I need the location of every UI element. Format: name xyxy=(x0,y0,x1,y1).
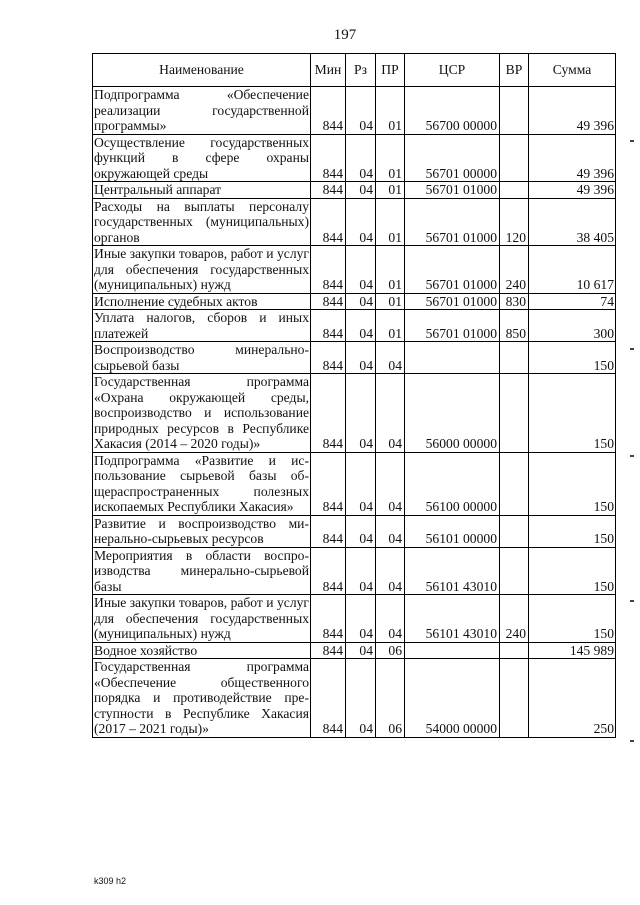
row-pr: 01 xyxy=(376,134,405,182)
page-number: 197 xyxy=(333,27,357,43)
table-row xyxy=(93,547,616,595)
row-name: Исполнение судебных актов xyxy=(93,293,311,310)
row-sum: 300 xyxy=(529,310,616,342)
row-min: 844 xyxy=(311,595,346,643)
row-pr: 04 xyxy=(376,342,405,374)
row-vr xyxy=(500,547,529,595)
row-min: 844 xyxy=(311,547,346,595)
table-row xyxy=(93,595,616,643)
row-pr: 01 xyxy=(376,182,405,199)
table-row xyxy=(93,246,616,294)
row-rz: 04 xyxy=(346,87,376,135)
header-name: Наименование xyxy=(93,54,311,87)
table-row xyxy=(93,642,616,659)
row-vr xyxy=(500,374,529,453)
table-row xyxy=(93,659,616,738)
table-row xyxy=(93,182,616,199)
row-vr xyxy=(500,642,529,659)
row-rz: 04 xyxy=(346,293,376,310)
row-csr: 56100 00000 xyxy=(405,452,500,515)
row-csr xyxy=(405,642,500,659)
row-csr: 56701 01000 xyxy=(405,198,500,246)
row-pr: 04 xyxy=(376,515,405,547)
row-min: 844 xyxy=(311,452,346,515)
row-min: 844 xyxy=(311,293,346,310)
row-rz: 04 xyxy=(346,310,376,342)
row-csr: 56701 01000 xyxy=(405,182,500,199)
header-sum: Сумма xyxy=(529,54,616,87)
row-pr: 04 xyxy=(376,595,405,643)
row-rz: 04 xyxy=(346,246,376,294)
row-name: Центральный аппарат xyxy=(93,182,311,199)
row-pr: 01 xyxy=(376,310,405,342)
row-sum: 49 396 xyxy=(529,87,616,135)
row-vr: 240 xyxy=(500,595,529,643)
header-rz: Рз xyxy=(346,54,376,87)
table-row xyxy=(93,198,616,246)
row-name: Мероприятия в области воспроизводства минерально-сырьевой базы xyxy=(94,547,309,594)
row-rz: 04 xyxy=(346,642,376,659)
table-row xyxy=(93,293,616,310)
row-sum: 49 396 xyxy=(529,134,616,182)
table-row xyxy=(93,134,616,182)
row-sum: 150 xyxy=(529,374,616,453)
row-name: Водное хозяйство xyxy=(93,642,311,659)
row-rz: 04 xyxy=(346,595,376,643)
row-name: Воспроизводство минерально-сырьевой базы xyxy=(94,342,309,373)
row-csr: 56701 01000 xyxy=(405,293,500,310)
row-pr: 04 xyxy=(376,547,405,595)
row-sum: 150 xyxy=(529,547,616,595)
row-vr xyxy=(500,659,529,738)
row-name: Расходы на выплаты персоналу государственных (муниципальных) органов xyxy=(94,198,309,245)
scan-edge-mark xyxy=(630,140,634,142)
row-min: 844 xyxy=(311,134,346,182)
row-sum: 150 xyxy=(529,342,616,374)
row-rz: 04 xyxy=(346,452,376,515)
table-header-row xyxy=(93,54,616,87)
row-sum: 74 xyxy=(529,293,616,310)
row-pr: 06 xyxy=(376,659,405,738)
table-row xyxy=(93,374,616,453)
header-pr: ПР xyxy=(376,54,405,87)
row-vr: 240 xyxy=(500,246,529,294)
row-pr: 01 xyxy=(376,87,405,135)
row-csr xyxy=(405,342,500,374)
row-name: Развитие и воспроизводство минерально-сырьевых ресурсов xyxy=(94,515,309,546)
row-name: Подпрограмма «Развитие и использование сырьевой базы общераспространенных полезных ископаемых Республики Хакасия» xyxy=(94,452,309,514)
row-rz: 04 xyxy=(346,515,376,547)
row-min: 844 xyxy=(311,310,346,342)
row-sum: 150 xyxy=(529,452,616,515)
row-vr: 850 xyxy=(500,310,529,342)
row-pr: 04 xyxy=(376,452,405,515)
row-name: Государственная программа «Охрана окружающей среды, воспроизводство и использование природных ресурсов в Республике Хакасия (2014 – 2020 годы)» xyxy=(94,374,309,451)
row-sum: 10 617 xyxy=(529,246,616,294)
row-rz: 04 xyxy=(346,182,376,199)
row-rz: 04 xyxy=(346,342,376,374)
row-pr: 04 xyxy=(376,374,405,453)
row-sum: 49 396 xyxy=(529,182,616,199)
row-name: Осуществление государственных функций в сфере охраны окружающей среды xyxy=(94,134,309,181)
row-sum: 150 xyxy=(529,595,616,643)
row-csr: 54000 00000 xyxy=(405,659,500,738)
row-csr: 56101 43010 xyxy=(405,547,500,595)
row-csr: 56701 01000 xyxy=(405,246,500,294)
row-csr: 56701 00000 xyxy=(405,134,500,182)
row-min: 844 xyxy=(311,659,346,738)
row-min: 844 xyxy=(311,182,346,199)
scan-edge-mark xyxy=(630,348,634,350)
scan-edge-mark xyxy=(630,600,634,602)
row-rz: 04 xyxy=(346,547,376,595)
row-sum: 150 xyxy=(529,515,616,547)
row-csr: 56000 00000 xyxy=(405,374,500,453)
row-csr: 56101 43010 xyxy=(405,595,500,643)
table-row xyxy=(93,452,616,515)
table-row xyxy=(93,515,616,547)
row-vr: 120 xyxy=(500,198,529,246)
table-row xyxy=(93,87,616,135)
row-name: Государственная программа «Обеспечение общественного порядка и противодействие преступности в Республике Хакасия (2017 – 2021 годы)» xyxy=(94,659,309,736)
footer-code: k309 h2 xyxy=(94,876,127,886)
row-vr xyxy=(500,452,529,515)
row-rz: 04 xyxy=(346,374,376,453)
row-min: 844 xyxy=(311,642,346,659)
row-min: 844 xyxy=(311,246,346,294)
row-min: 844 xyxy=(311,374,346,453)
table-row xyxy=(93,310,616,342)
row-vr xyxy=(500,134,529,182)
row-csr: 56101 00000 xyxy=(405,515,500,547)
row-csr: 56700 00000 xyxy=(405,87,500,135)
row-sum: 38 405 xyxy=(529,198,616,246)
row-sum: 145 989 xyxy=(529,642,616,659)
row-vr xyxy=(500,87,529,135)
row-name: Иные закупки товаров, работ и услуг для обеспечения государственных (муниципальных) нужд xyxy=(94,246,309,292)
row-vr xyxy=(500,182,529,199)
row-name: Уплата налогов, сборов и иных платежей xyxy=(94,310,309,341)
row-name: Иные закупки товаров, работ и услуг для обеспечения государственных (муниципальных) нужд xyxy=(94,595,309,641)
row-pr: 01 xyxy=(376,293,405,310)
row-pr: 06 xyxy=(376,642,405,659)
budget-table xyxy=(92,53,616,738)
row-min: 844 xyxy=(311,198,346,246)
header-min: Мин xyxy=(311,54,346,87)
header-vr: ВР xyxy=(500,54,529,87)
header-csr: ЦСР xyxy=(405,54,500,87)
row-pr: 01 xyxy=(376,246,405,294)
table-row xyxy=(93,342,616,374)
row-rz: 04 xyxy=(346,134,376,182)
row-rz: 04 xyxy=(346,198,376,246)
row-min: 844 xyxy=(311,87,346,135)
row-vr: 830 xyxy=(500,293,529,310)
row-pr: 01 xyxy=(376,198,405,246)
row-sum: 250 xyxy=(529,659,616,738)
scan-edge-mark xyxy=(630,740,634,742)
row-csr: 56701 01000 xyxy=(405,310,500,342)
row-rz: 04 xyxy=(346,659,376,738)
row-vr xyxy=(500,515,529,547)
scan-edge-mark xyxy=(630,455,634,457)
row-min: 844 xyxy=(311,342,346,374)
row-name: Подпрограмма «Обеспечение реализации государственной программы» xyxy=(94,87,309,133)
row-vr xyxy=(500,342,529,374)
row-min: 844 xyxy=(311,515,346,547)
